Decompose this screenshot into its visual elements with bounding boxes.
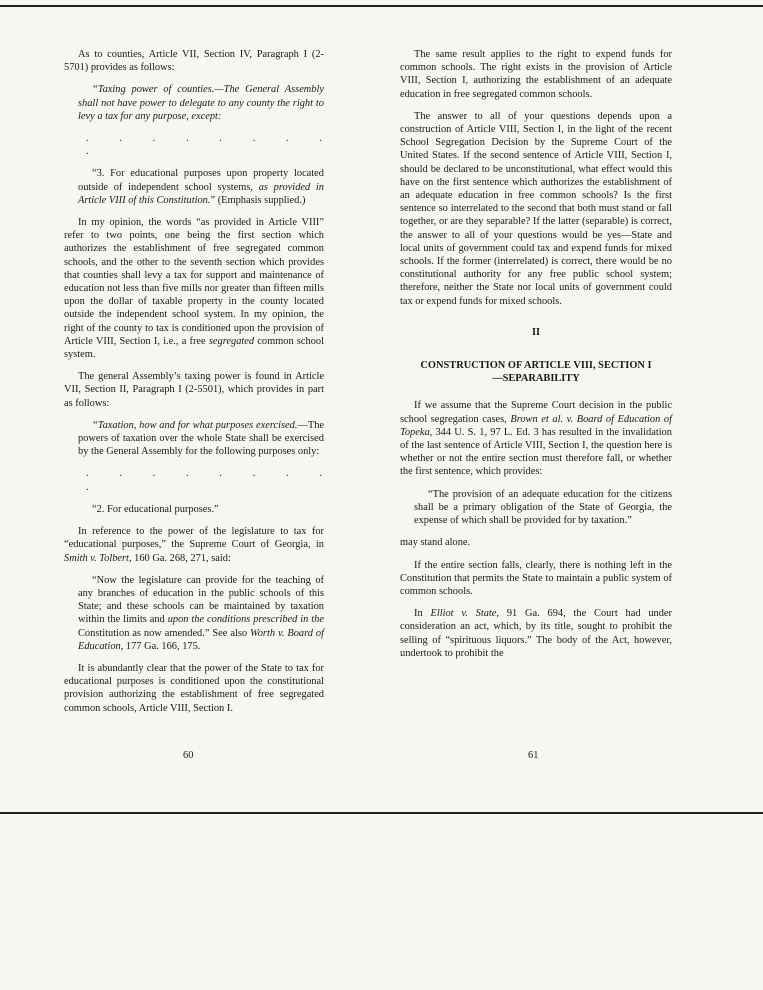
section-numeral: II: [531, 326, 541, 338]
left-paragraph-5: It is abundantly clear that the power of the State to tax for educational purposes is conditioned upon the constitutional provision authorizing the establishment of free segregated common schools, Article VIII, Section I.: [64, 662, 324, 714]
right-paragraph-6: In Elliot v. State, 91 Ga. 694, the Court had under consideration an act, which, by its title, sought to prohibit the selling of “spirituous liquors.” The body of the Act, however, undertook to prohibit the: [400, 608, 672, 659]
left-ellipsis-2: . . . . . . . . .: [86, 468, 324, 493]
left-quote-5: “Now the legislature can provide for the teaching of any branches of education in the public schools of this State; and these schools can be maintained by taxation within the limits and upon the conditions prescribed in the Constitution as now amended.” See also Worth v. Board of Education, 177 Ga. 166, 175.: [78, 574, 324, 652]
left-quote-3: “Taxation, how and for what purposes exercised.—The powers of taxation over the whole State shall be exercised by the General Assembly for the following purposes only:: [78, 419, 324, 458]
section-heading: CONSTRUCTION OF ARTICLE VIII, SECTION I —SEPARABILITY: [420, 360, 652, 385]
left-paragraph-3: The general Assembly’s taxing power is found in Article VII, Section II, Paragraph I (2-5501), which provides in part as follows:: [64, 371, 324, 409]
bottom-border-rule: [0, 812, 763, 814]
left-quote-1: “Taxing power of counties.—The General Assembly shall not have power to delegate to any county the right to levy a tax for any purpose, except:: [78, 84, 324, 122]
right-quote-1: “The provision of an adequate education for the citizens shall be a primary obligation of the State of Georgia, the expense of which shall be provided for by taxation.”: [414, 488, 672, 527]
right-paragraph-5: If the entire section falls, clearly, there is nothing left in the Constitution that permits the State to maintain a public system of common schools.: [400, 559, 672, 597]
right-column: [400, 48, 672, 669]
page-number-left: 60: [183, 750, 194, 761]
left-quote-4: “2. For educational purposes.”: [92, 503, 219, 515]
right-paragraph-3: If we assume that the Supreme Court decision in the public school segregation cases, Brown et al. v. Board of Education of Topeka, 344 U. S. 1, 97 L. Ed. 3 has resulted in the invalidation of the last sentence of Article VIII, Section I, the question here is whether or not the entire section must therefore fall, or whether the first sentence, which provides:: [400, 400, 672, 478]
left-quote-2: “3. For educational purposes upon property located outside of independent school systems, as provided in Article VIII of this Constitution.” (Emphasis supplied.): [78, 168, 324, 206]
left-paragraph-1: As to counties, Article VII, Section IV, Paragraph I (2-5701) provides as follows:: [64, 49, 324, 74]
left-paragraph-2: In my opinion, the words “as provided in Article VIII” refer to two points, one being the first section which authorizes the establishment of free segregated common schools, and the other to the seventh section which provides that counties shall levy a tax for support and maintenance of education not less than five mills nor greater than fifteen mills upon the dollar of taxable property in the county located outside the independent school system. In my opinion, the right of the county to tax is conditioned upon the provision of Article VIII, Section I, i.e., a free segregated common school system.: [64, 217, 324, 361]
left-ellipsis-1: . . . . . . . . .: [86, 133, 324, 158]
top-border-rule: [0, 5, 763, 7]
left-paragraph-4: In reference to the power of the legislature to tax for “educational purposes,” the Supreme Court of Georgia, in Smith v. Tolbert, 160 Ga. 268, 271, said:: [64, 526, 324, 564]
right-paragraph-2: The answer to all of your questions depends upon a construction of Article VIII, Section I, in the light of the recent School Segregation Decision by the Supreme Court of the United States. If the second sentence of Article VIII, Section I, should be declared to be unconstitutional, what effect would this have on the first sentence which authorizes the establishment of an adequate education in free common schools? Is the first sentence so interrelated to the second that both must stand or fall together, or are they separable? If the latter (separable) is correct, the answer to all of your questions would be yes—State and local units of government could tax and expend funds for mixed schools. If the former (interrelated) is correct, there would be no constitutional authority for any free public school system; therefore, neither the State nor local units of government could tax or expend funds for mixed schools.: [400, 110, 672, 307]
left-column: [64, 48, 324, 724]
right-paragraph-1: The same result applies to the right to expend funds for common schools. The right exists in the provision of Article VIII, Section I, authorizing the establishment of an adequate education in free segregated common schools.: [400, 49, 672, 100]
page-number-right: 61: [528, 750, 539, 761]
right-paragraph-4: may stand alone.: [400, 537, 471, 549]
